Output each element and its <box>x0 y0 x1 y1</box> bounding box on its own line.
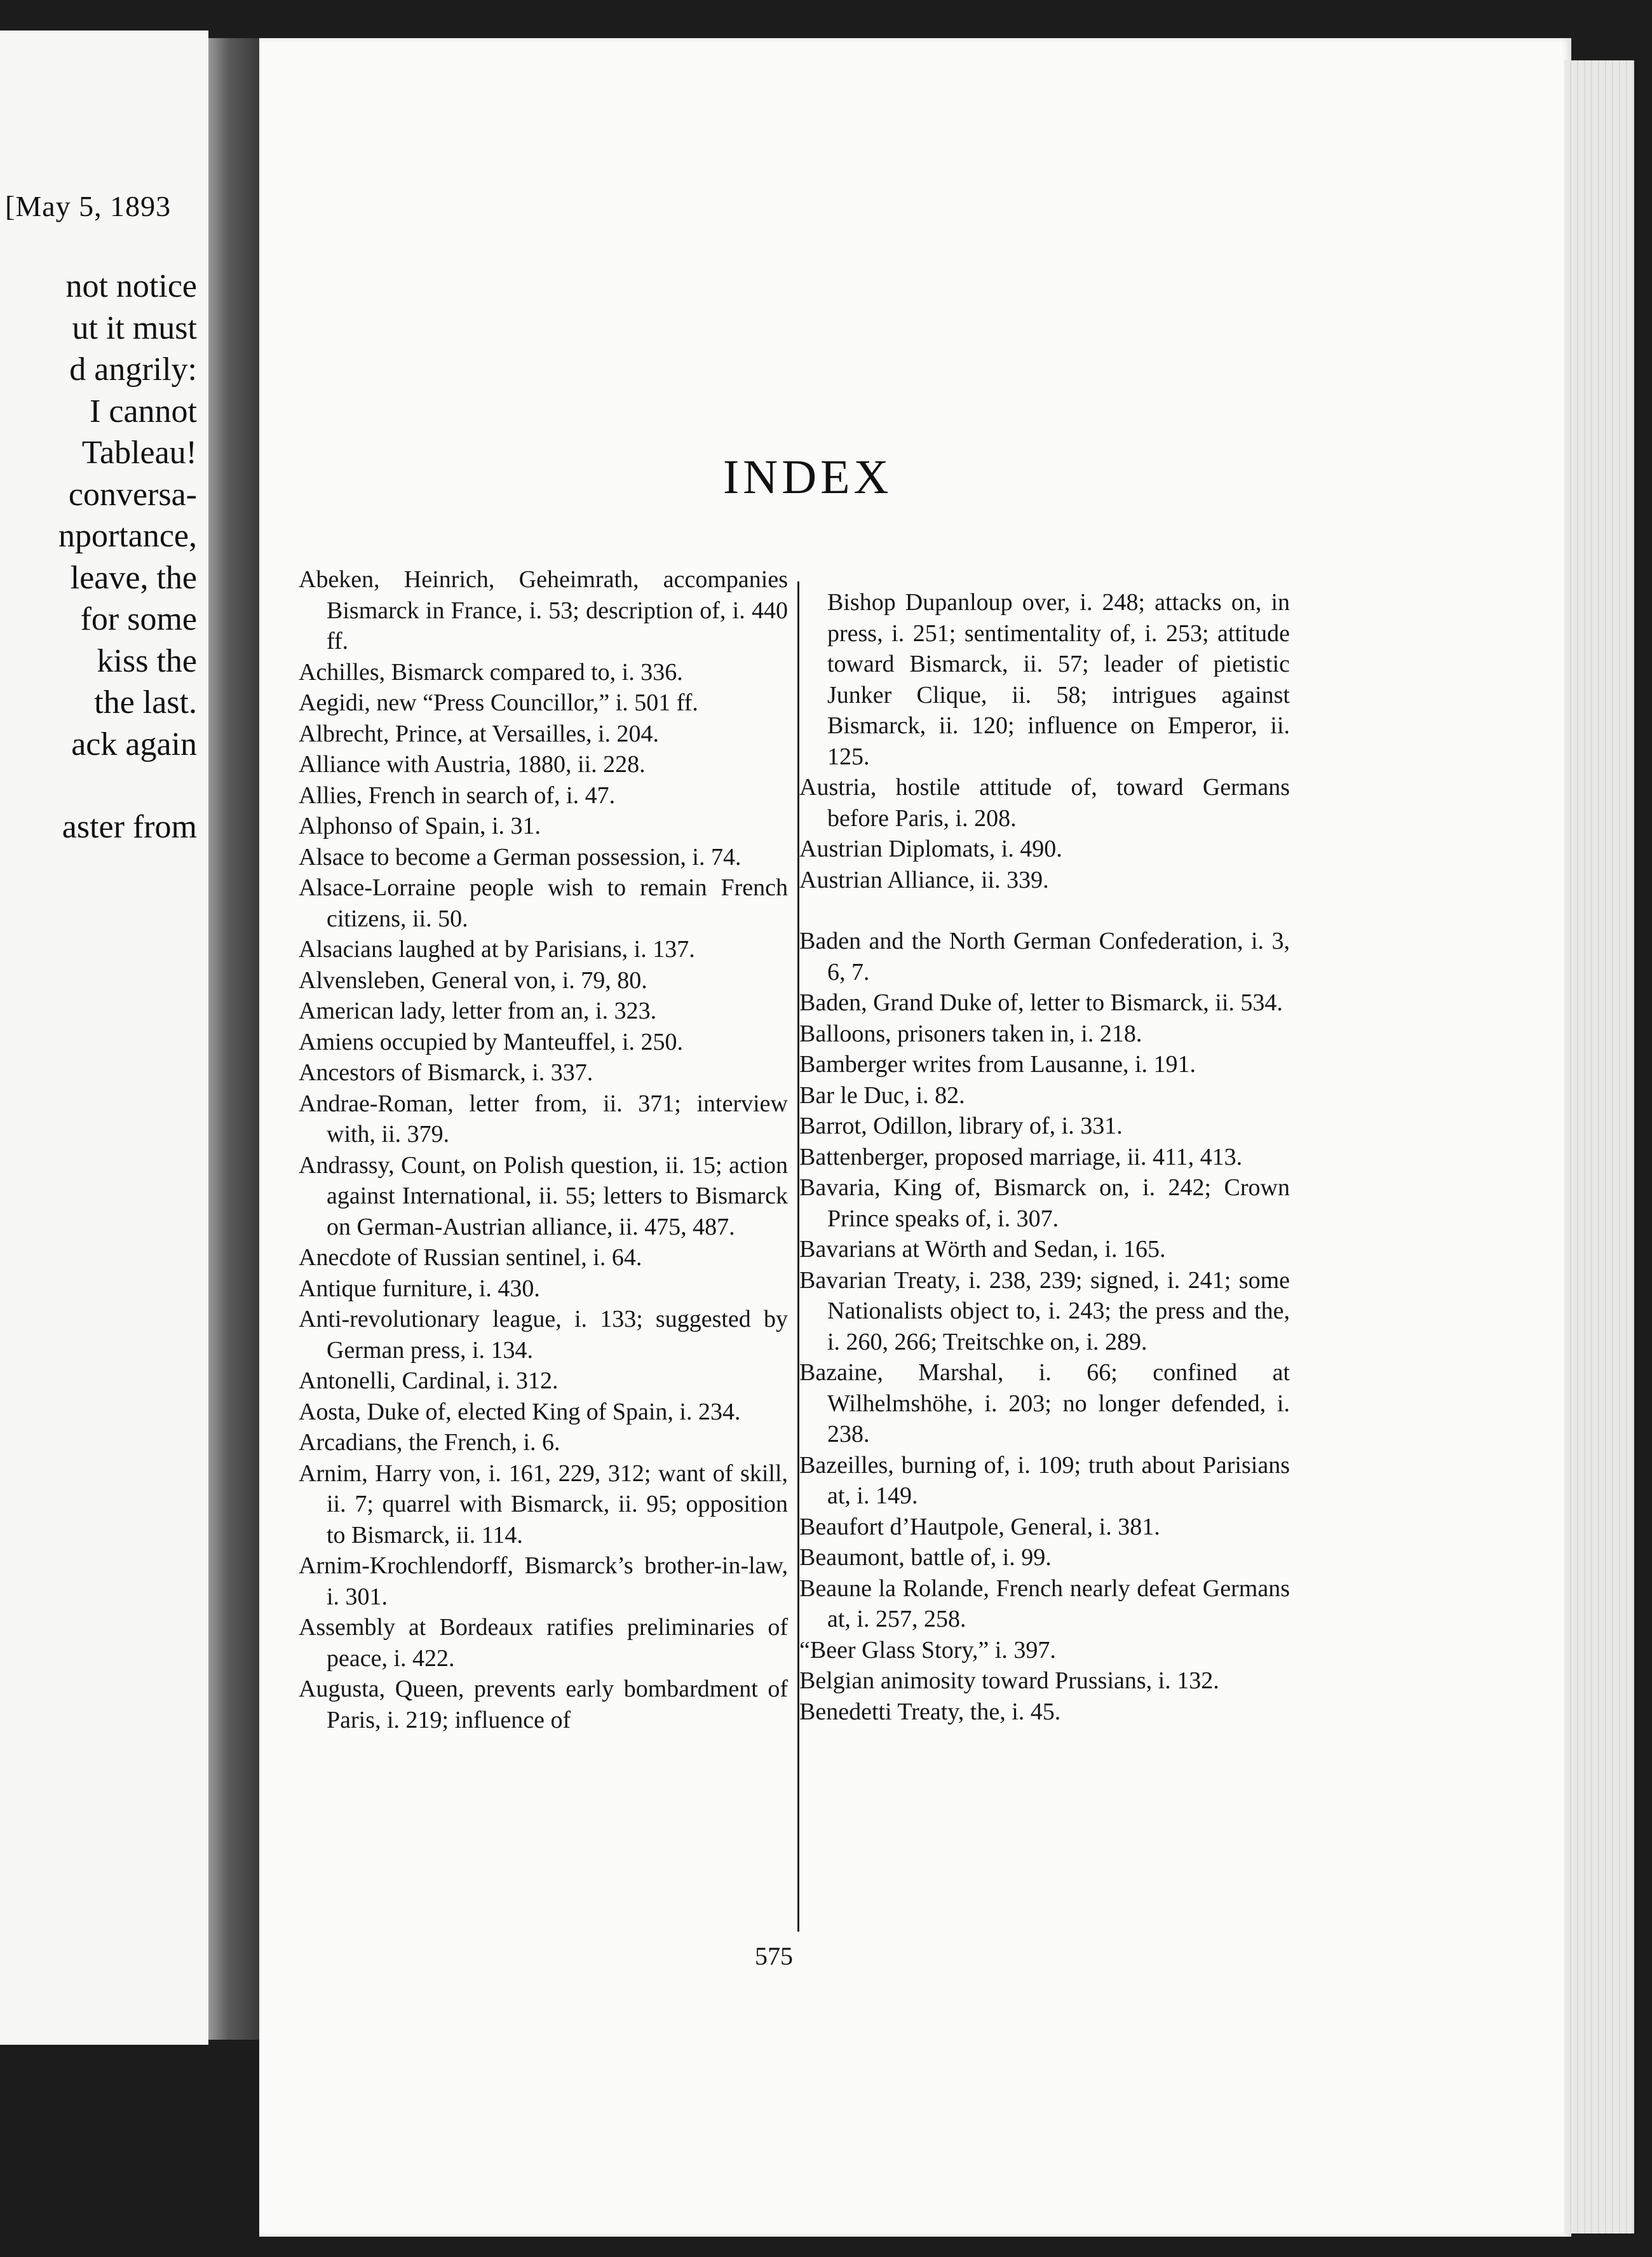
book-gutter <box>208 38 259 2040</box>
index-entry: Benedetti Treaty, the, i. 45. <box>799 1698 1061 1725</box>
index-entry: Aosta, Duke of, elected King of Spain, i. 234. <box>299 1398 741 1425</box>
index-entry: Belgian animosity toward Prussians, i. 132. <box>799 1667 1219 1694</box>
text-line: I cannot <box>90 393 197 430</box>
index-entry: Battenberger, proposed marriage, ii. 411, 413. <box>799 1143 1243 1170</box>
index-entry: Antonelli, Cardinal, i. 312. <box>299 1367 559 1394</box>
text-line: nportance, <box>58 518 197 554</box>
index-entry: Bazeilles, burning of, i. 109; truth about Parisians at, i. 149. <box>799 1451 1290 1509</box>
index-entry: Andrae-Roman, letter from, ii. 371; interview with, ii. 379. <box>299 1090 788 1148</box>
index-entry: Bavarians at Wörth and Sedan, i. 165. <box>799 1236 1166 1263</box>
index-entry: Austria, hostile attitude of, toward Germans before Paris, i. 208. <box>799 774 1290 832</box>
index-entry: Aegidi, new “Press Councillor,” i. 501 ff. <box>299 689 698 716</box>
text-line: not notice <box>65 268 197 304</box>
text-line: ack again <box>71 726 197 762</box>
index-entry: Beaune la Rolande, French nearly defeat Germans at, i. 257, 258. <box>799 1575 1290 1632</box>
index-entry: Abeken, Heinrich, Geheimrath, accompanies Bismarck in France, i. 53; description of, i. 440 ff. <box>299 566 788 654</box>
index-entry: Augusta, Queen, prevents early bombardment of Paris, i. 219; influence of <box>299 1676 788 1733</box>
index-entry: Balloons, prisoners taken in, i. 218. <box>799 1020 1142 1047</box>
index-entry: Beaumont, battle of, i. 99. <box>799 1544 1052 1571</box>
index-entry: Baden and the North German Confederation, i. 3, 6, 7. <box>799 928 1290 986</box>
index-entry: Alsace to become a German possession, i. 74. <box>299 843 741 871</box>
page-edges <box>1564 60 1634 2233</box>
index-entry: Austrian Diplomats, i. 490. <box>799 836 1062 862</box>
index-column-left <box>299 564 788 1735</box>
index-entry: Bamberger writes from Lausanne, i. 191. <box>799 1051 1196 1078</box>
index-entry: Arnim, Harry von, i. 161, 229, 312; want of skill, ii. 7; quarrel with Bismarck, ii. 95; opposition to Bismarck, ii. 114. <box>299 1460 788 1549</box>
text-line: aster from <box>62 809 197 845</box>
index-entry: Anti-revolutionary league, i. 133; suggested by German press, i. 134. <box>299 1306 788 1364</box>
text-line-blank <box>58 765 197 806</box>
index-entry: Antique furniture, i. 430. <box>299 1275 540 1302</box>
text-line: leave, the <box>70 559 197 596</box>
index-entry: Arnim-Krochlendorff, Bismarck’s brother-in-law, i. 301. <box>299 1552 788 1610</box>
index-entry: Barrot, Odillon, library of, i. 331. <box>799 1113 1123 1139</box>
facing-page-text <box>58 266 197 848</box>
index-entry: Beaufort d’Hautpole, General, i. 381. <box>799 1513 1160 1540</box>
text-line: for some <box>80 601 197 637</box>
text-line: ut it must <box>72 309 197 346</box>
index-entry: Assembly at Bordeaux ratifies preliminaries of peace, i. 422. <box>299 1614 788 1672</box>
index-entry: Bavaria, King of, Bismarck on, i. 242; Crown Prince speaks of, i. 307. <box>799 1174 1290 1232</box>
index-entry: Alphonso of Spain, i. 31. <box>299 813 541 839</box>
index-entry: Anecdote of Russian sentinel, i. 64. <box>299 1244 642 1271</box>
index-entry: “Beer Glass Story,” i. 397. <box>799 1636 1056 1664</box>
text-line: the last. <box>94 684 197 721</box>
index-entry: Arcadians, the French, i. 6. <box>299 1429 560 1456</box>
index-entry: Andrassy, Count, on Polish question, ii. 15; action against International, ii. 55; letters to Bismarck on German-Austrian alliance, ii. 475, 487. <box>299 1151 788 1240</box>
index-entry: Alvensleben, General von, i. 79, 80. <box>299 966 647 994</box>
index-entry: Bar le Duc, i. 82. <box>799 1081 965 1109</box>
index-entry: Austrian Alliance, ii. 339. <box>799 866 1049 893</box>
facing-page <box>0 30 208 2045</box>
index-entry: Baden, Grand Duke of, letter to Bismarck, ii. 534. <box>799 989 1283 1016</box>
running-head: [May 5, 1893 <box>5 190 172 222</box>
index-entry: Amiens occupied by Manteuffel, i. 250. <box>299 1028 684 1055</box>
text-line: d angrily: <box>69 351 197 388</box>
index-entry: Albrecht, Prince, at Versailles, i. 204. <box>299 720 660 747</box>
index-entry: Alliance with Austria, 1880, ii. 228. <box>299 751 646 778</box>
index-entry: Allies, French in search of, i. 47. <box>299 782 616 809</box>
index-entry-continuation: Bishop Dupanloup over, i. 248; attacks on, in press, i. 251; sentimentality of, i. 253; attitude toward Bismarck, ii. 57; leader of pietistic Junker Clique, ii. 58; intrigues against Bismarck, ii. 120; influence on Emperor, ii. 125. <box>827 589 1290 770</box>
index-entry: Bavarian Treaty, i. 238, 239; signed, i. 241; some Nationalists object to, i. 243; the press and the, i. 260, 266; Treitschke on, i. 289. <box>799 1266 1290 1355</box>
index-entry: Ancestors of Bismarck, i. 337. <box>299 1059 593 1086</box>
text-line: Tableau! <box>81 435 197 471</box>
index-entry: American lady, letter from an, i. 323. <box>299 998 657 1024</box>
index-entry: Bazaine, Marshal, i. 66; confined at Wilhelmshöhe, i. 203; no longer defended, i. 238. <box>799 1359 1290 1447</box>
index-column-right <box>799 587 1290 1727</box>
page-title: INDEX <box>723 451 893 504</box>
index-entry: Alsacians laughed at by Parisians, i. 137. <box>299 936 695 963</box>
index-entry: Achilles, Bismarck compared to, i. 336. <box>299 658 683 686</box>
page-number: 575 <box>755 1942 793 1970</box>
index-entry: Alsace-Lorraine people wish to remain French citizens, ii. 50. <box>299 874 788 932</box>
text-line: conversa- <box>68 476 197 513</box>
text-line: kiss the <box>97 642 197 679</box>
